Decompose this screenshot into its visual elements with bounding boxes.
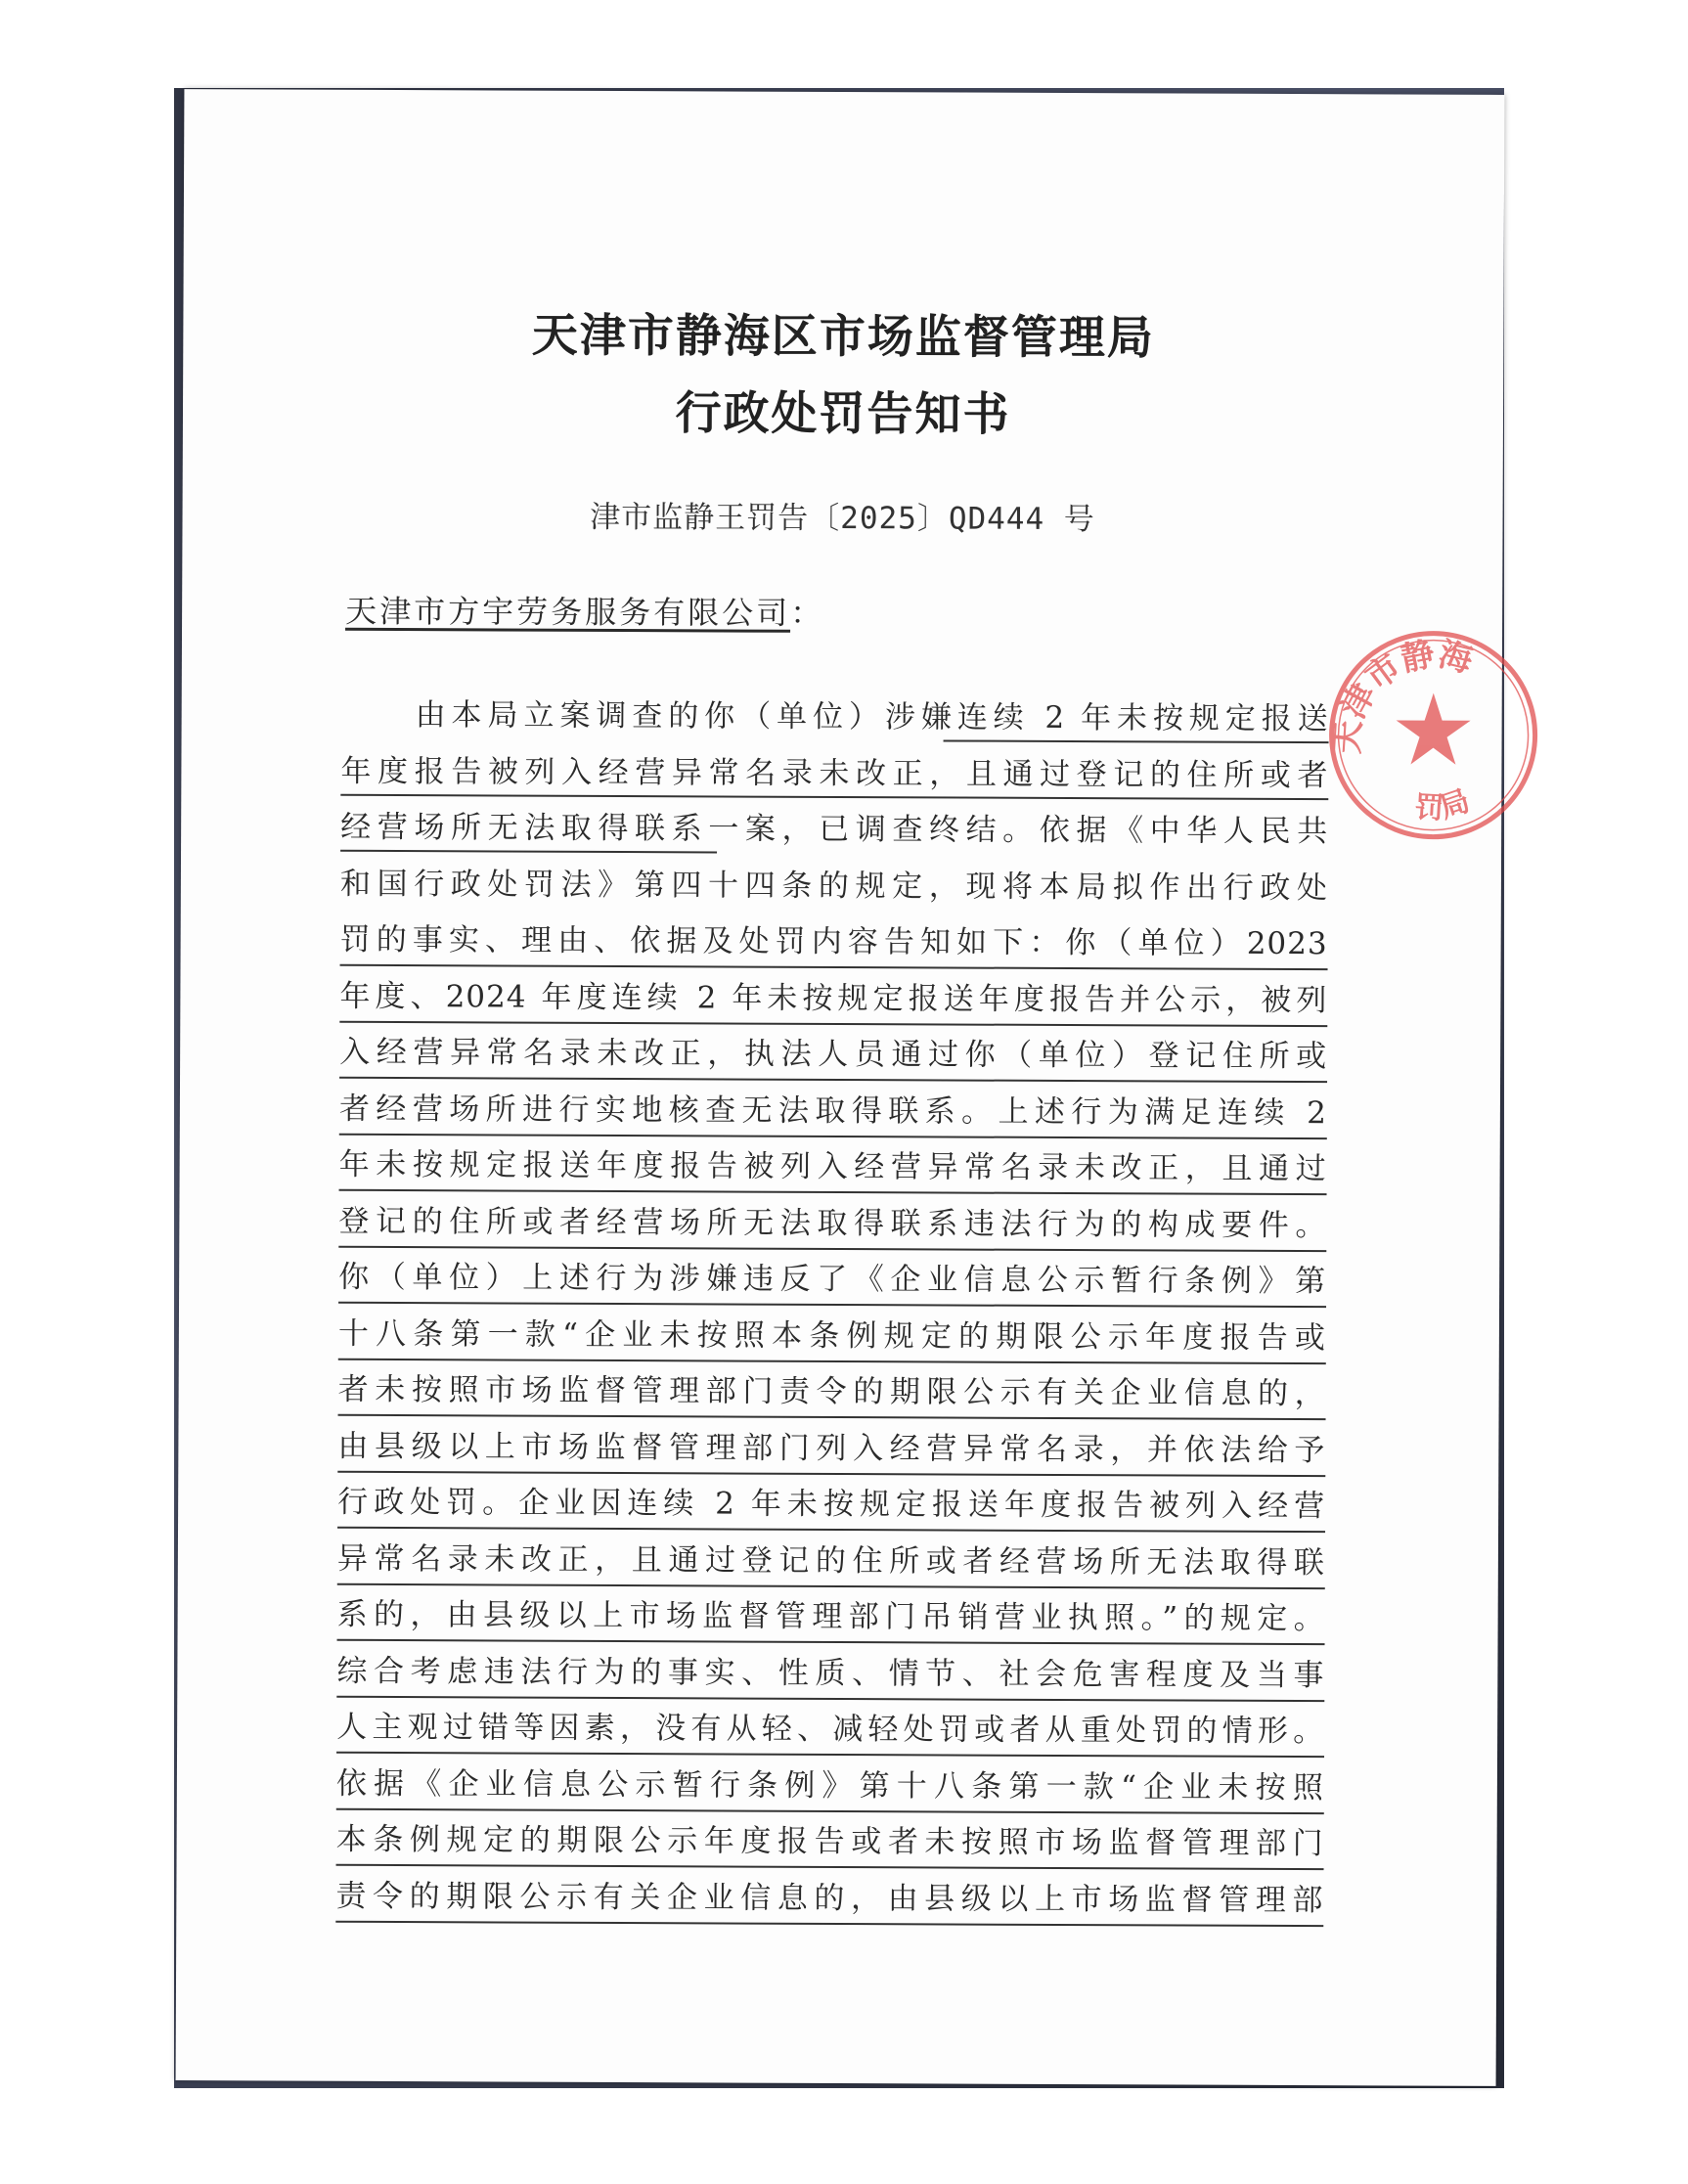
body-line: 十八条第一款“企业未按照本条例规定的期限公示年度报告或 xyxy=(338,1309,1326,1363)
seal-bottom-text: 罚局 xyxy=(1413,783,1475,826)
body-line: 人主观过错等因素，没有从轻、减轻处罚或者从重处罚的情形。 xyxy=(336,1703,1324,1758)
body-line: 年未按规定报送年度报告被列入经营异常名录未改正，且通过 xyxy=(339,1140,1327,1195)
body-line: 由县级以上市场监督管理部门列入经营异常名录，并依法给予 xyxy=(337,1421,1325,1476)
body-line: 责令的期限公示有关企业信息的，由县级以上市场监督管理部 xyxy=(335,1871,1323,1926)
seal-star-icon xyxy=(1396,692,1470,764)
addressee xyxy=(345,587,824,634)
body-line: 行政处罚。企业因连续 2 年未按规定报送年度报告被列入经营 xyxy=(337,1478,1325,1533)
body-line: 罚的事实、理由、依据及处罚内容告知如下：你（单位）2023 xyxy=(340,915,1328,970)
body-line: 登记的住所或者经营场所无法取得联系违法行为的构成要件。 xyxy=(338,1196,1326,1251)
body-line: 本条例规定的期限公示年度报告或者未按照市场监督管理部门 xyxy=(336,1815,1324,1870)
document-title-agency: 天津市静海区市场监督管理局 xyxy=(531,308,1155,366)
body-line: 者经营场所进行实地核查无法取得联系。上述行为满足连续 2 xyxy=(339,1084,1327,1138)
body-line: 综合考虑违法行为的事实、性质、情节、社会危害程度及当事 xyxy=(336,1646,1324,1701)
underline-mark xyxy=(340,850,717,854)
official-seal-stamp xyxy=(1320,622,1546,848)
underline-mark xyxy=(944,739,1329,743)
body-line: 系的，由县级以上市场监督管理部门吊销营业执照。”的规定。 xyxy=(337,1590,1325,1645)
document-sheet xyxy=(176,89,1505,2086)
document-number: 津市监静王罚告〔2025〕QD444 号 xyxy=(590,499,1095,538)
body-line: 你（单位）上述行为涉嫌违反了《企业信息公示暂行条例》第 xyxy=(338,1253,1326,1308)
body-line: 和国行政处罚法》第四十四条的规定，现将本局拟作出行政处 xyxy=(339,866,1328,906)
body-line: 年度报告被列入经营异常名录未改正，且通过登记的住所或者 xyxy=(340,753,1329,793)
body-line: 依据《企业信息公示暂行条例》第十八条第一款“企业未按照 xyxy=(336,1759,1324,1813)
body-line: 异常名录未改正，且通过登记的住所或者经营场所无法取得联 xyxy=(337,1534,1325,1588)
addressee-colon: ： xyxy=(790,594,825,632)
addressee-name: 天津市方宇劳务服务有限公司 xyxy=(345,592,791,632)
body-line: 年度、2024 年度连续 2 年未按规定报送年度报告并公示，被列 xyxy=(339,971,1327,1026)
document-title-type: 行政处罚告知书 xyxy=(675,386,1011,442)
body-line: 经营场所无法取得联系一案，已调查终结。依据《中华人民共 xyxy=(340,809,1329,850)
body-line: 由本局立案调查的你（单位）涉嫌连续 2 年未按规定报送 xyxy=(415,697,1329,737)
seal-text: 天津市静海 xyxy=(1327,634,1477,755)
body-line: 入经营异常名录未改正，执法人员通过你（单位）登记住所或 xyxy=(339,1028,1327,1083)
body-line: 者未按照市场监督管理部门责令的期限公示有关企业信息的， xyxy=(338,1365,1326,1420)
